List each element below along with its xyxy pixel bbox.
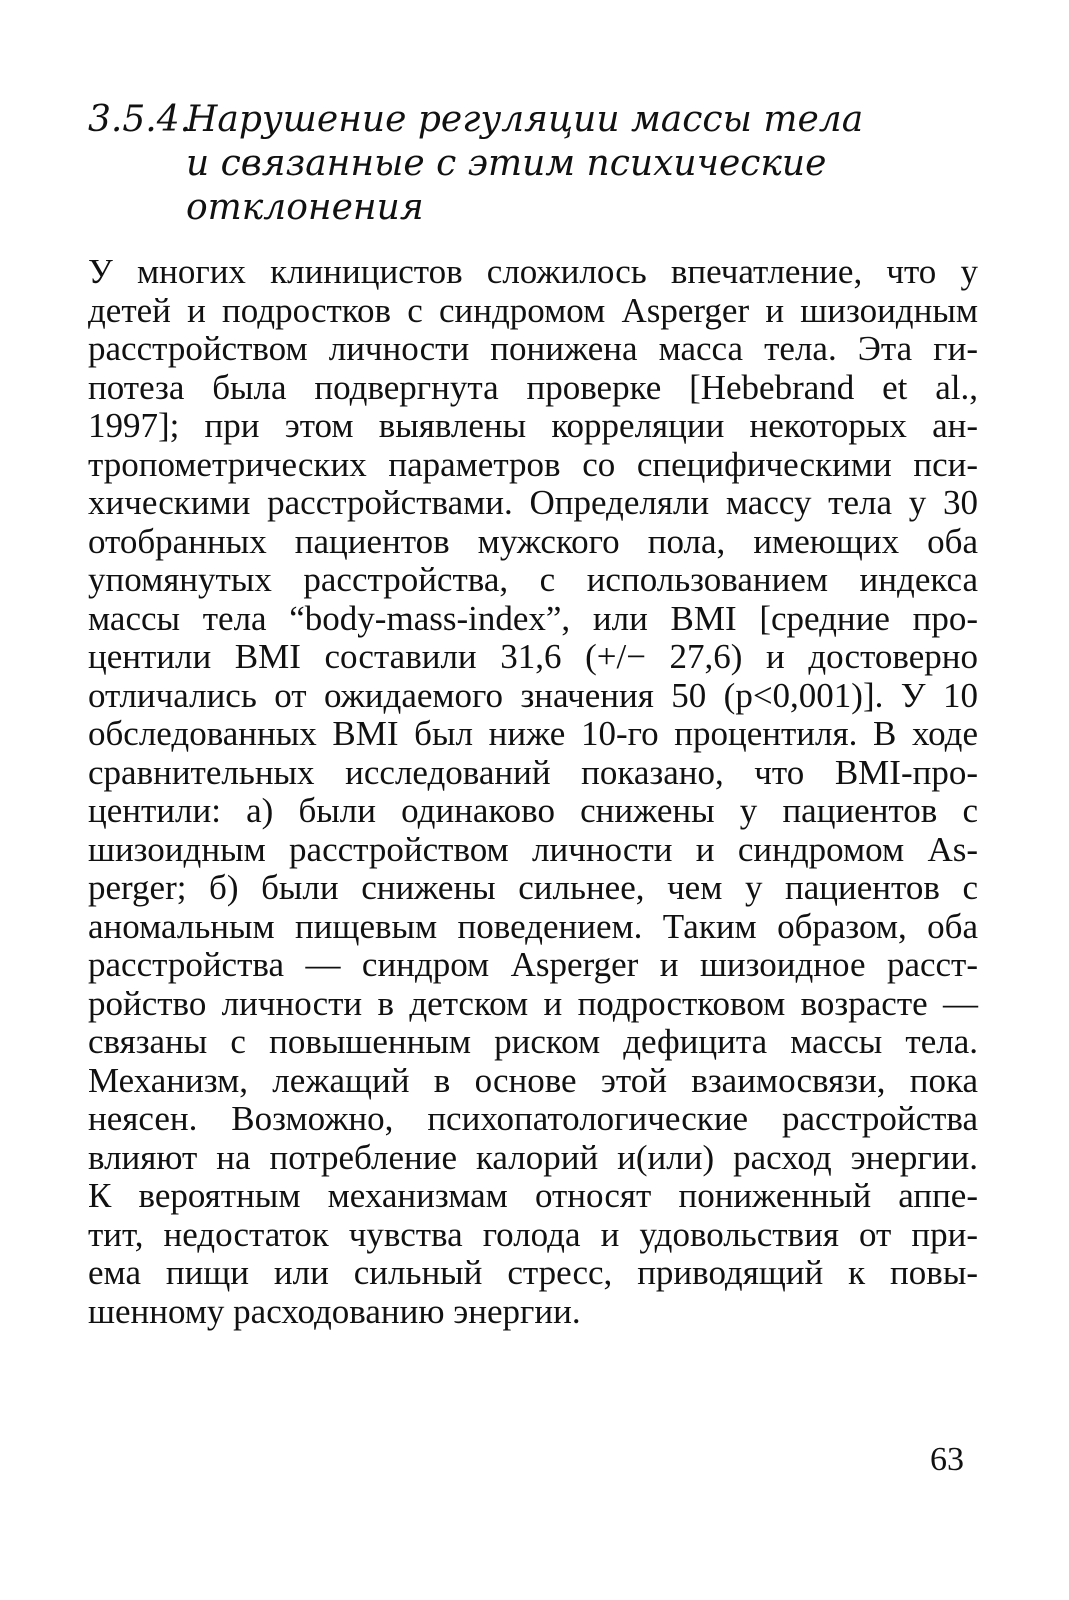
text-line: шизоидным расстройством личности и синдромом As- bbox=[88, 829, 978, 869]
text-line: массы тела “body-mass-index”, или BMI [средние про- bbox=[88, 598, 978, 638]
section-number: 3.5.4. bbox=[88, 99, 192, 140]
text-line: потеза была подвергнута проверке [Hebebrand et al., bbox=[88, 367, 978, 407]
text-line: центили BMI составили 31,6 (+/− 27,6) и достоверно bbox=[88, 637, 978, 676]
text-line: К вероятным механизмам относят пониженный аппе- bbox=[88, 1176, 978, 1215]
section-title bbox=[186, 98, 863, 230]
text-line: тит, недостаток чувства голода и удовольствия от при- bbox=[88, 1214, 978, 1254]
text-line: расстройства — синдром Asperger и шизоидное расст- bbox=[88, 945, 978, 984]
text-line: Механизм, лежащий в основе этой взаимосвязи, пока bbox=[88, 1060, 978, 1100]
text-line: упомянутых расстройства, с использованием индекса bbox=[88, 560, 978, 599]
text-line: perger; б) были снижены сильнее, чем у пациентов с bbox=[88, 868, 978, 907]
text-line: ема пищи или сильный стресс, приводящий к повы- bbox=[88, 1253, 978, 1292]
text-line: расстройством личности понижена масса тела. Эта ги- bbox=[88, 329, 978, 368]
section-title-line: отклонения bbox=[186, 187, 424, 228]
section-heading-row bbox=[88, 98, 988, 230]
text-line-last: шенному расходованию энергии. bbox=[88, 1291, 581, 1331]
text-line: влияют на потребление калорий и(или) расход энергии. bbox=[88, 1137, 978, 1177]
text-line: отобранных пациентов мужского пола, имеющих оба bbox=[88, 521, 978, 561]
text-line: ройство личности в детском и подростковом возрасте — bbox=[88, 983, 978, 1023]
section-heading bbox=[88, 98, 988, 230]
text-line: центили: а) были одинаково снижены у пациентов с bbox=[88, 791, 978, 830]
text-line: аномальным пищевым поведением. Таким образом, оба bbox=[88, 906, 978, 946]
text-line: сравнительных исследований показано, что BMI-про- bbox=[88, 752, 978, 792]
page-number: 63 bbox=[930, 1441, 964, 1478]
text-line: тропометрических параметров со специфическими пси- bbox=[88, 444, 978, 484]
text-line: обследованных BMI был ниже 10-го процентиля. В ходе bbox=[88, 714, 978, 753]
text-line: хическими расстройствами. Определяли массу тела у 30 bbox=[88, 483, 978, 522]
body-paragraph bbox=[88, 253, 978, 1331]
section-title-line: Нарушение регуляции массы тела bbox=[186, 99, 864, 140]
text-line: детей и подростков с синдромом Asperger и шизоидным bbox=[88, 290, 978, 330]
text-line: неясен. Возможно, психопатологические расстройства bbox=[88, 1099, 978, 1138]
section-title-line: и связанные с этим психические bbox=[186, 143, 827, 184]
text-line: связаны с повышенным риском дефицита массы тела. bbox=[88, 1022, 978, 1061]
text-line: отличались от ожидаемого значения 50 (p<0,001)]. У 10 bbox=[88, 675, 978, 715]
text-line: У многих клиницистов сложилось впечатление, что у bbox=[88, 252, 978, 291]
text-line: 1997]; при этом выявлены корреляции некоторых ан- bbox=[88, 406, 978, 445]
